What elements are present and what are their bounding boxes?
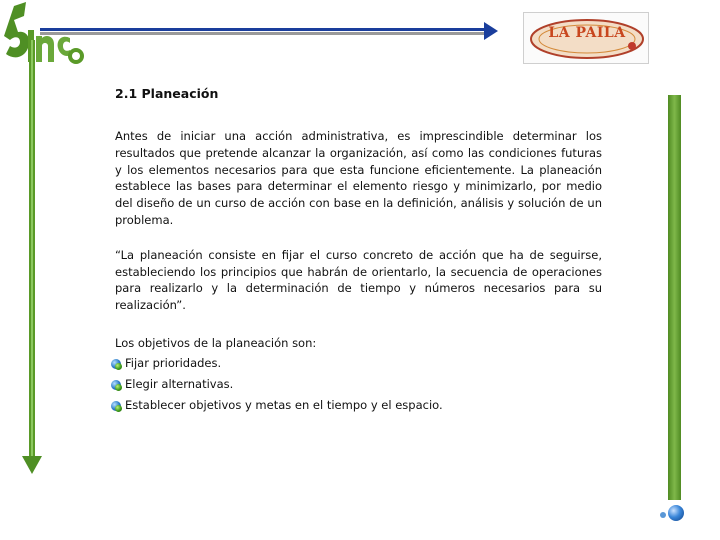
right-decor-bar	[668, 95, 681, 500]
document-content	[115, 84, 602, 416]
list-item	[115, 395, 602, 416]
small-dot-icon	[660, 512, 666, 518]
list-item	[115, 353, 602, 374]
objective-text: Fijar prioridades.	[125, 355, 222, 370]
bullet-icon	[111, 359, 121, 369]
paragraph-intro: Antes de iniciar una acción administrativa, es imprescindible determinar los resultados que pretende alcanzar la organización, así como las condiciones futuras y los elementos necesarios para que esta funcione eficientemente. La planeación establece las bases para determinar el elemento riesgo y minimizarlo, por medio del diseño de un curso de acción con base en la definición, análisis y solución de un problema.	[115, 129, 602, 227]
objectives-list	[115, 353, 602, 416]
bullet-icon	[111, 380, 121, 390]
blue-ball-icon	[668, 505, 684, 521]
la-paila-text: LA PAILA	[548, 25, 626, 41]
section-heading: 2.1 Planeación	[115, 86, 219, 101]
top-arrow-bar	[40, 20, 500, 44]
la-paila-logo	[523, 12, 649, 64]
bullet-icon	[111, 401, 121, 411]
paragraph-quote: “La planeación consiste en fijar el curso concreto de acción que ha de seguirse, estableciendo los principios que habrán de orientarlo, la secuencia de operaciones para realizarlo y la determinación de tiempo y números necesarios para su realización”.	[115, 247, 602, 313]
objectives-title: Los objetivos de la planeación son:	[115, 335, 317, 350]
objective-text: Elegir alternativas.	[125, 376, 234, 391]
list-item	[115, 374, 602, 395]
objective-text: Establecer objetivos y metas en el tiempo y el espacio.	[125, 397, 443, 412]
left-arrow-bar	[20, 40, 44, 476]
